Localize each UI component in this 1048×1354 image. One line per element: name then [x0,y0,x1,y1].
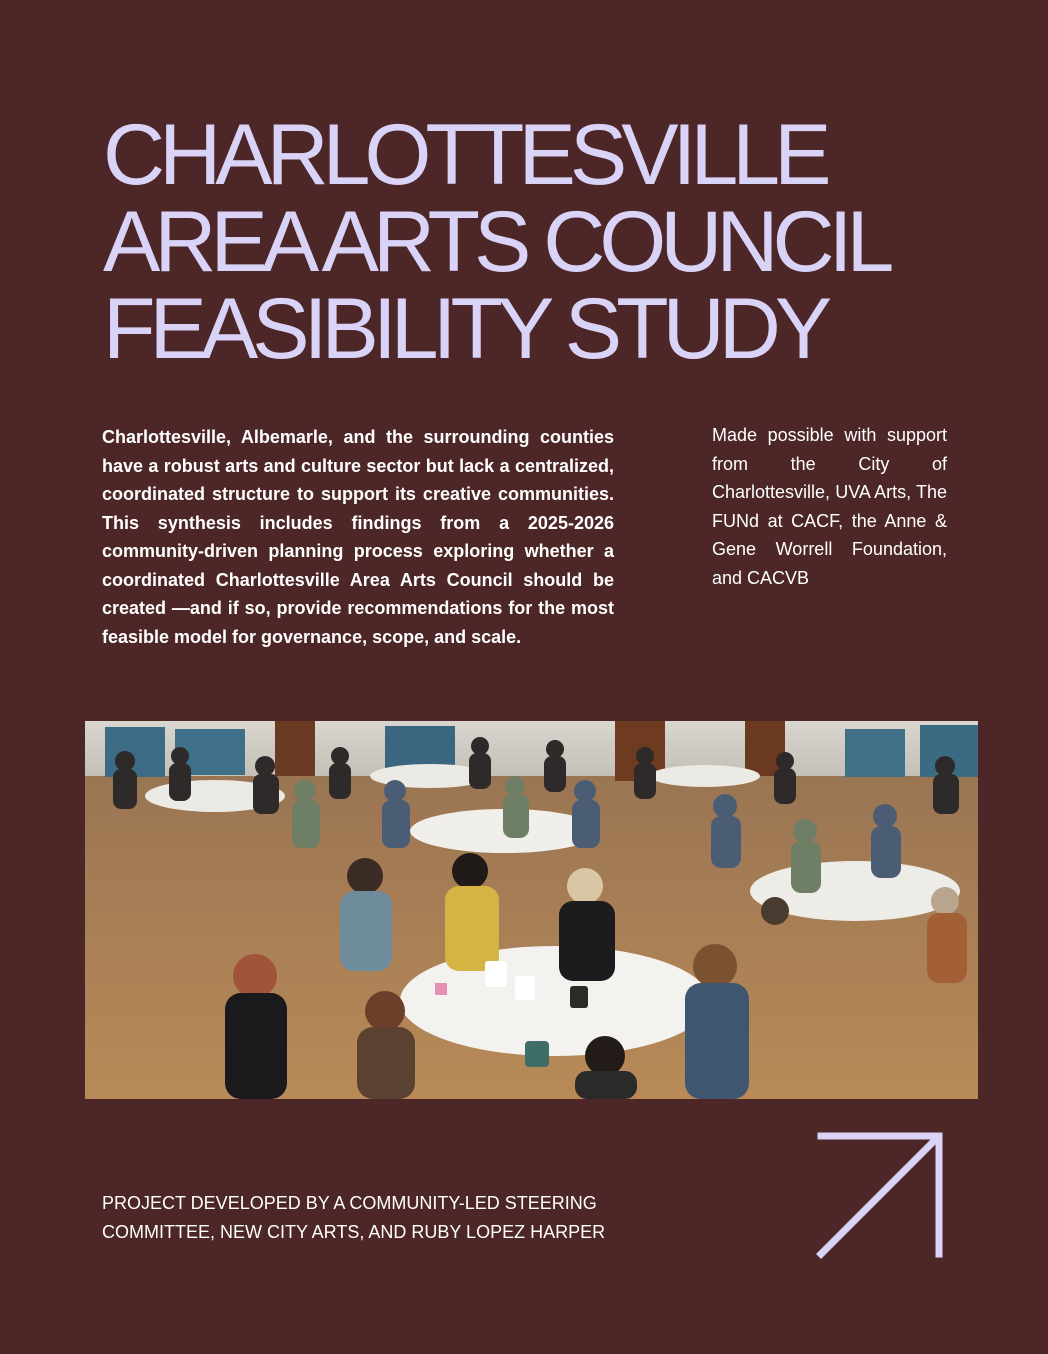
credit-line-1: PROJECT DEVELOPED BY A COMMUNITY-LED STEERING [102,1193,597,1213]
title-line-1: CHARLOTTESVILLE [103,107,826,203]
arrow-up-right-icon [815,1128,947,1260]
title-line-2: AREA ARTS COUNCIL [103,194,889,290]
page-title [103,107,1003,377]
credit-line-2: COMMITTEE, NEW CITY ARTS, AND RUBY LOPEZ HARPER [102,1222,606,1242]
community-meeting-photo [85,721,978,1099]
title-line-3: FEASIBILITY STUDY [103,281,827,377]
support-statement: Made possible with support from the City of Charlottesville, UVA Arts, The FUNd at CACF, the Anne & Gene Worrell Foundation, and CACVB [712,425,947,588]
intro-paragraph: Charlottesville, Albemarle, and the surrounding counties have a robust arts and culture sector but lack a centralized, coordinated structure to support its creative communities. This synthesis includes findings from a 2025-2026 community-driven planning process exploring whether a coordinated Charlottesville Area Arts Council should be created —and if so, provide recommendations for the most feasible model for governance, scope, and scale. [102,427,614,647]
credit-statement [102,1189,722,1247]
